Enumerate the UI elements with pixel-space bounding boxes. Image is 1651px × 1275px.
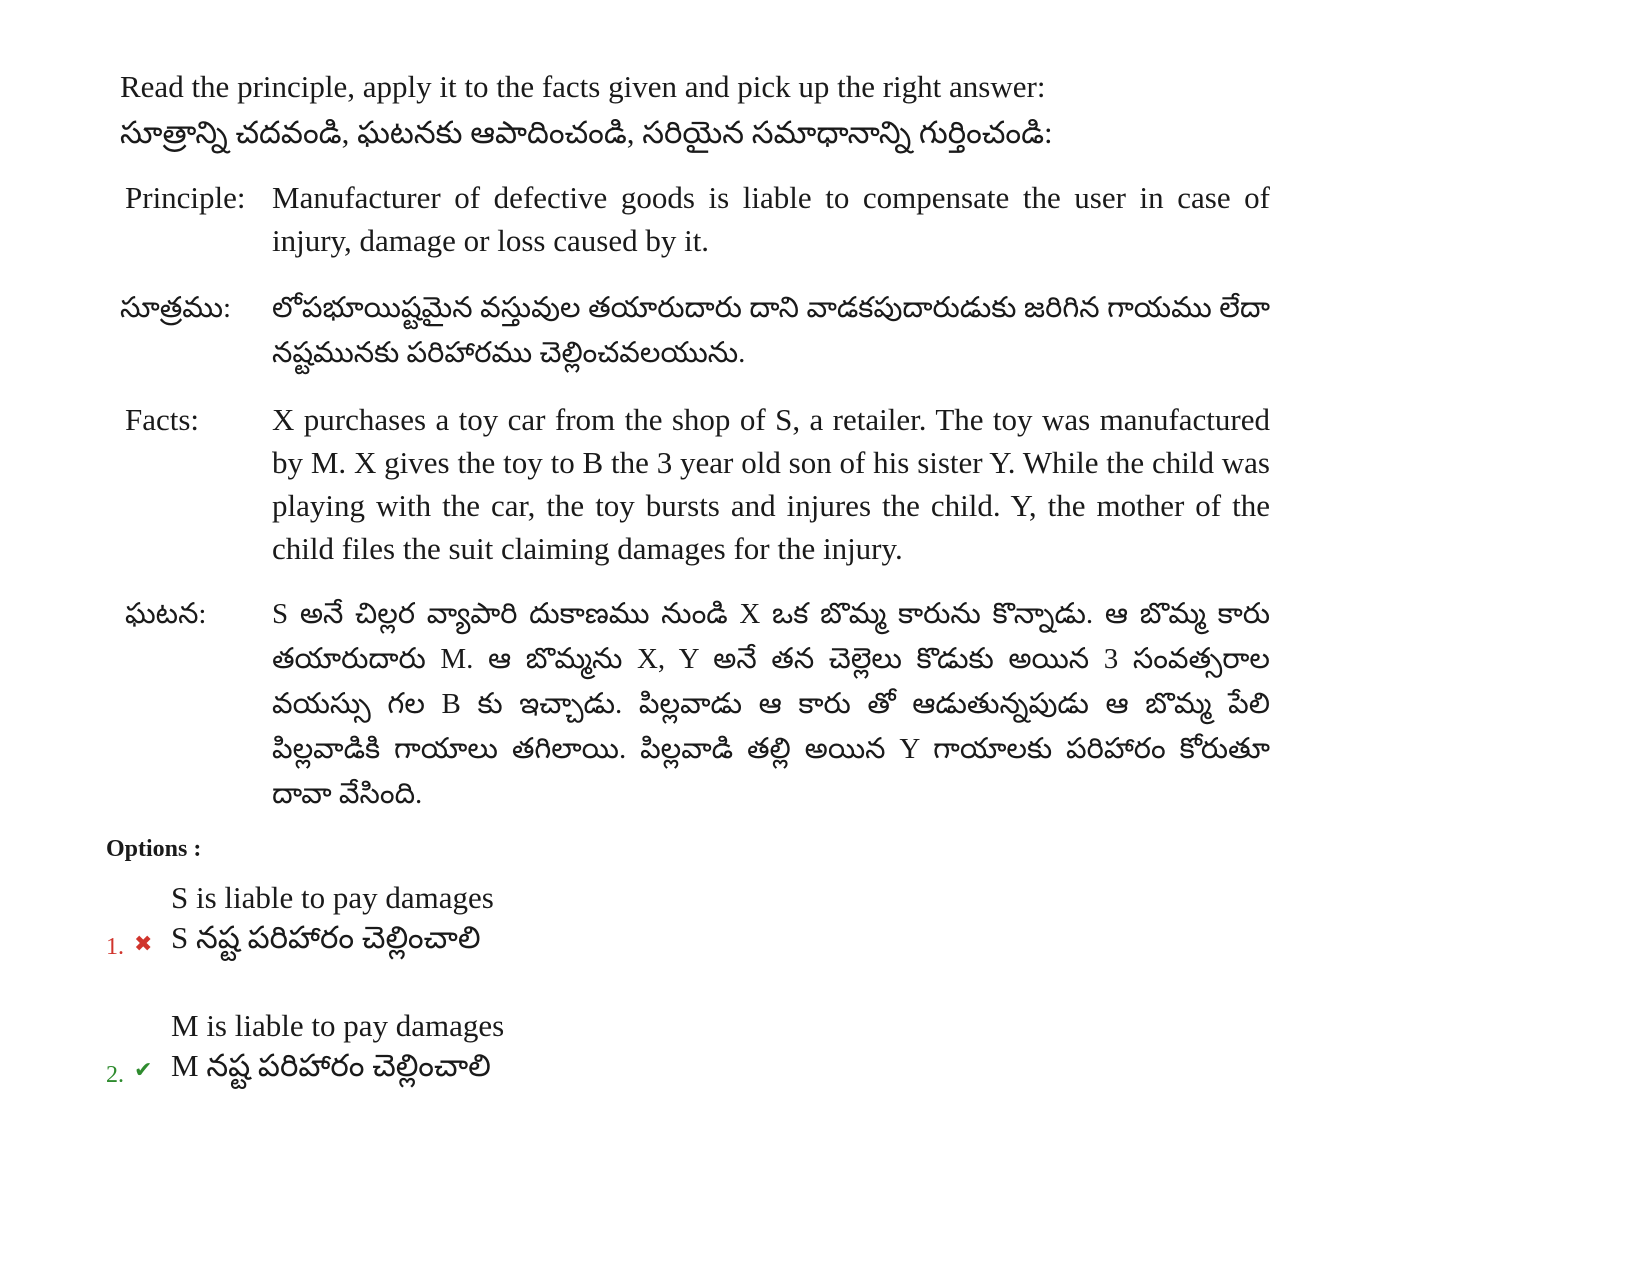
principle-block xyxy=(125,176,1270,262)
option-1[interactable] xyxy=(106,880,806,990)
ghatana-block xyxy=(125,592,1270,817)
facts-text: X purchases a toy car from the shop of S, a retailer. The toy was manufactured by M. X gives the toy to B the 3 year old son of his sister Y. While the child was playing with the car, the toy bursts and injures the child. Y, the mother of the child files the suit claiming damages for the injury. xyxy=(272,402,1270,566)
sutram-block xyxy=(120,286,1270,376)
facts-label: Facts: xyxy=(125,402,200,437)
options-title: Options : xyxy=(106,836,202,862)
check-icon: ✔ xyxy=(134,1058,153,1083)
principle-text: Manufacturer of defective goods is liable to compensate the user in case of injury, damage or loss caused by it. xyxy=(272,180,1270,258)
option-1-text-telugu: S నష్ట పరిహారం చెల్లించాలి xyxy=(171,920,481,955)
option-2-text-english: M is liable to pay damages xyxy=(171,1008,505,1043)
principle-label: Principle: xyxy=(125,180,246,215)
instruction-telugu: సూత్రాన్ని చదవండి, ఘటనకు ఆపాదించండి, సరియైన సమాధానాన్ని గుర్తించండి: xyxy=(120,115,1053,150)
sutram-label: సూత్రము: xyxy=(120,292,232,324)
ghatana-label: ఘటన: xyxy=(125,598,207,630)
ghatana-text: S అనే చిల్లర వ్యాపారి దుకాణము నుండి X ఒక బొమ్మ కారును కొన్నాడు. ఆ బొమ్మ కారు తయారుదారు M. ఆ బొమ్మను X, Y అనే తన చెల్లెలు కొడుకు అయిన 3 సంవత్సరాల వయస్సు గల B కు ఇచ్చాడు. పిల్లవాడు ఆ కారు తో ఆడుతున్నపుడు ఆ బొమ్మ పేలి పిల్లవాడికి గాయాలు తగిలాయి. పిల్లవాడి తల్లి అయిన Y గాయాలకు పరిహారం కోరుతూ దావా వేసింది. xyxy=(272,598,1270,810)
sutram-text: లోపభూయిష్టమైన వస్తువుల తయారుదారు దాని వాడకపుదారుడుకు జరిగిన గాయము లేదా నష్టమునకు పరిహారము చెల్లించవలయును. xyxy=(272,292,1270,369)
cross-icon: ✖ xyxy=(134,932,153,957)
option-1-text-english: S is liable to pay damages xyxy=(171,880,494,915)
option-2-text-telugu: M నష్ట పరిహారం చెల్లించాలి xyxy=(171,1048,491,1083)
option-2[interactable] xyxy=(106,1008,806,1118)
facts-block xyxy=(125,398,1270,570)
instruction-english: Read the principle, apply it to the facts given and pick up the right answer: xyxy=(120,69,1046,104)
question-block xyxy=(120,64,1270,817)
option-1-number: 1. xyxy=(106,934,124,960)
option-2-number: 2. xyxy=(106,1062,124,1088)
